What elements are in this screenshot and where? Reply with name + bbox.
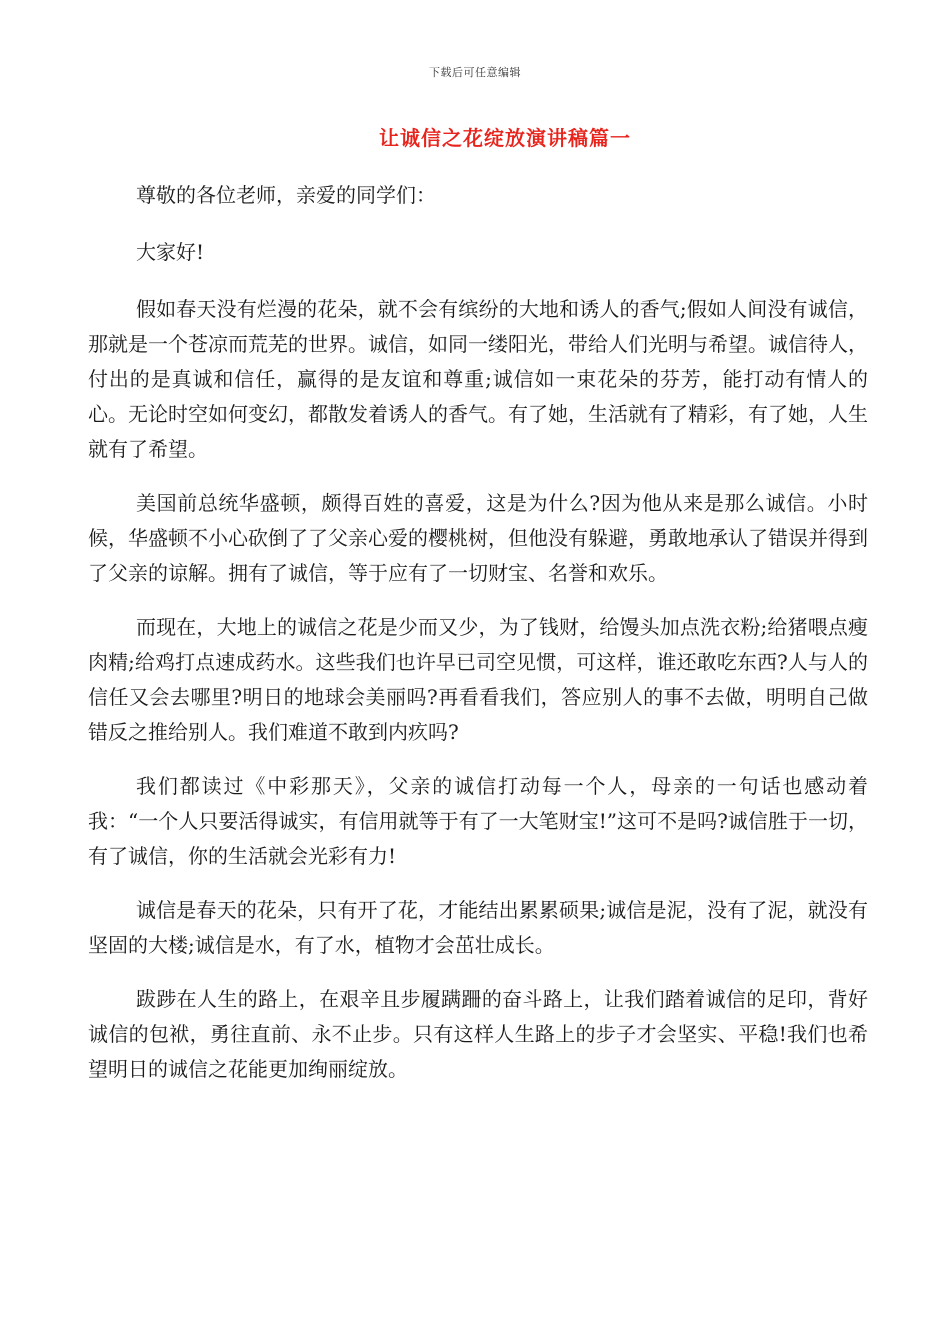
document-title: 让诚信之花绽放演讲稿篇一 [379, 126, 631, 150]
paragraph: 美国前总统华盛顿，颇得百姓的喜爱，这是为什么?因为他从来是那么诚信。小时候，华盛顿不小心砍倒了了父亲心爱的樱桃树，但他没有躲避，勇敢地承认了错误并得到了父亲的谅解。拥有了诚信，等于应有了一切财宝、名誉和欢乐。 [88, 491, 868, 585]
paragraph: 诚信是春天的花朵，只有开了花，才能结出累累硕果;诚信是泥，没有了泥，就没有坚固的大楼;诚信是水，有了水，植物才会茁壮成长。 [88, 898, 868, 957]
paragraph: 假如春天没有烂漫的花朵，就不会有缤纷的大地和诱人的香气;假如人间没有诚信，那就是一个苍凉而荒芜的世界。诚信，如同一缕阳光，带给人们光明与希望。诚信待人，付出的是真诚和信任，赢得的是友谊和尊重;诚信如一束花朵的芬芳，能打动有情人的心。无论时空如何变幻，都散发着诱人的香气。有了她，生活就有了精彩，有了她，人生就有了希望。 [88, 297, 868, 461]
greeting: 大家好! [136, 240, 205, 264]
paragraph: 我们都读过《中彩那天》，父亲的诚信打动每一个人，母亲的一句话也感动着我：“一个人只要活得诚实，有信用就等于有了一大笔财宝!”这可不是吗?诚信胜于一切，有了诚信，你的生活就会光彩有力! [88, 774, 868, 868]
paragraph: 而现在，大地上的诚信之花是少而又少，为了钱财，给馒头加点洗衣粉;给猪喂点瘦肉精;给鸡打点速成药水。这些我们也许早已司空见惯，可这样，谁还敢吃东西?人与人的信任又会去哪里?明日的地球会美丽吗?再看看我们，答应别人的事不去做，明明自己做错反之推给别人。我们难道不敢到内疚吗? [88, 615, 868, 744]
salutation: 尊敬的各位老师，亲爱的同学们： [136, 183, 436, 207]
document-body [88, 178, 868, 1106]
paragraph: 跋踄在人生的路上，在艰辛且步履蹒跚的奋斗路上，让我们踏着诚信的足印，背好诚信的包袱，勇往直前、永不止步。只有这样人生路上的步子才会坚实、平稳!我们也希望明日的诚信之花能更加绚丽绽放。 [88, 987, 868, 1081]
header-note: 下载后可任意编辑 [429, 66, 521, 79]
